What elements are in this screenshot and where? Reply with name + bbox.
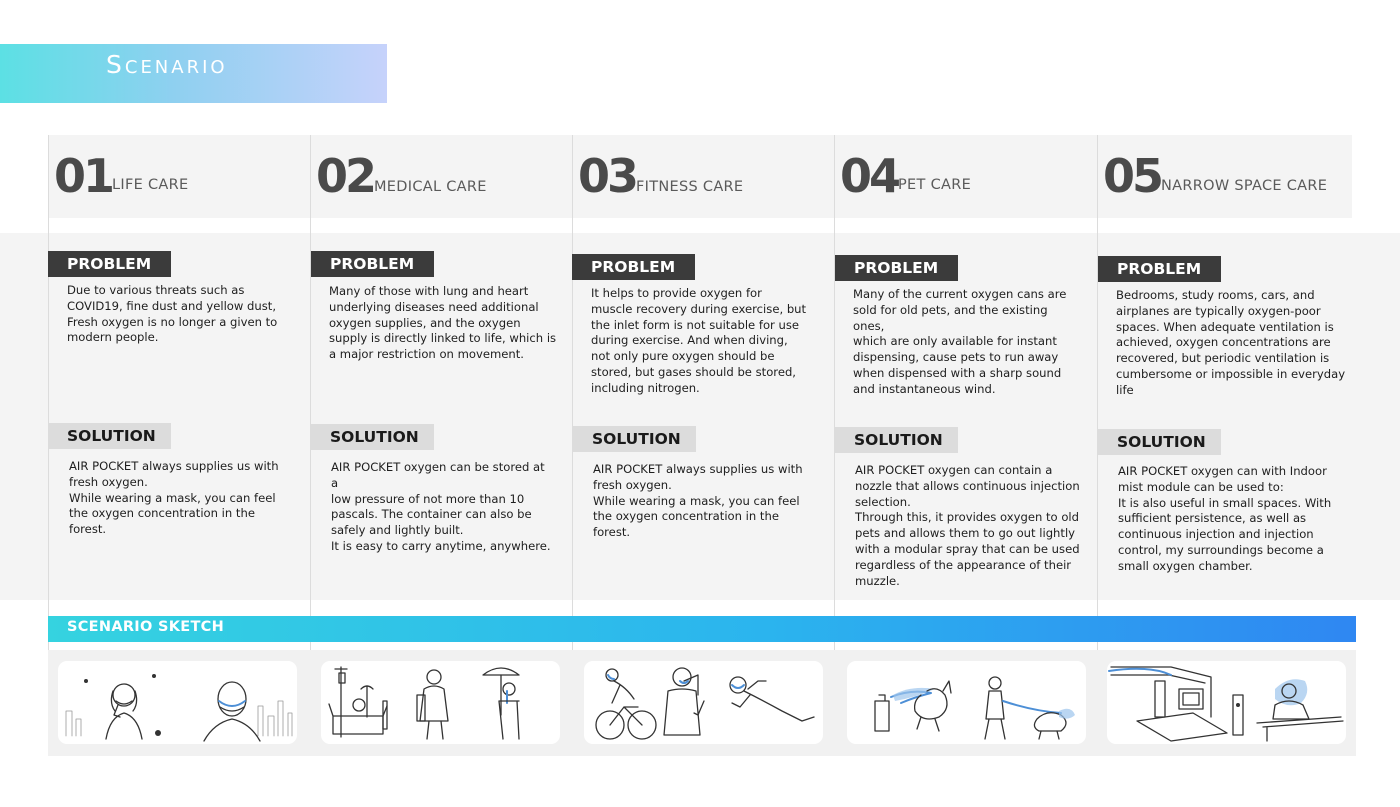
scenario-category: MEDICAL CARE: [374, 179, 487, 195]
scenario-number: 02: [316, 149, 375, 203]
problem-label: PROBLEM: [835, 255, 958, 281]
scenario-category: LIFE CARE: [112, 177, 189, 193]
problem-label: PROBLEM: [311, 251, 434, 277]
scenario-category: FITNESS CARE: [636, 179, 744, 195]
scenario-number: 01: [54, 149, 113, 203]
sketch-pet-care-drawing: [847, 661, 1086, 744]
solution-text: AIR POCKET always supplies us with fresh oxygen. While wearing a mask, you can feel the oxygen concentration in the forest.: [593, 462, 803, 540]
problem-text: Bedrooms, study rooms, cars, and airplanes are typically oxygen-poor spaces. When adequate ventilation is achieved, oxygen concentrations are recovered, but periodic ventilation is cumbersome or impossible in everyday life: [1116, 288, 1346, 397]
solution-label: SOLUTION: [1098, 429, 1221, 455]
page-title: Scenario: [106, 50, 228, 79]
sketch-fitness-care-drawing: [584, 661, 823, 744]
sketch-life-care: [58, 661, 297, 744]
solution-label: SOLUTION: [48, 423, 171, 449]
scenario-number: 05: [1103, 149, 1162, 203]
problem-text: Due to various threats such as COVID19, fine dust and yellow dust, Fresh oxygen is no longer a given to modern people.: [67, 283, 278, 345]
sketch-pet-care: [847, 661, 1086, 744]
scenario-sketch-title: SCENARIO SKETCH: [67, 619, 225, 635]
problem-text: It helps to provide oxygen for muscle recovery during exercise, but the inlet form is not suitable for use during exercise. And when diving, not only pure oxygen should be stored, but gases should be stored, including nitrogen.: [591, 286, 807, 395]
scenario-sketch-bar: [48, 616, 1356, 642]
scenario-category: NARROW SPACE CARE: [1161, 178, 1328, 194]
problem-text: Many of the current oxygen cans are sold for old pets, and the existing ones, which are only available for instant dispensing, cause pets to run away when dispensed with a sharp sound and instantaneous wind.: [853, 287, 1067, 396]
sketch-fitness-care: [584, 661, 823, 744]
scenario-category: PET CARE: [898, 177, 972, 193]
sketch-medical-care: [321, 661, 560, 744]
solution-label: SOLUTION: [573, 426, 696, 452]
problem-label: PROBLEM: [48, 251, 171, 277]
problem-label: PROBLEM: [572, 254, 695, 280]
sketch-medical-care-drawing: [321, 661, 560, 744]
solution-text: AIR POCKET oxygen can contain a nozzle that allows continuous injection selection. Through this, it provides oxygen to old pets and allows them to go out lightly with a modular spray that can be used regardless of the appearance of their muzzle.: [855, 463, 1080, 588]
sketch-narrow-space-care: [1107, 661, 1346, 744]
solution-text: AIR POCKET oxygen can be stored at a low pressure of not more than 10 pascals. The container can also be safely and lightly built. It is easy to carry anytime, anywhere.: [331, 460, 551, 553]
problem-text: Many of those with lung and heart underlying diseases need additional oxygen supplies, and the oxygen supply is directly linked to life, which is a major restriction on movement.: [329, 284, 557, 362]
solution-label: SOLUTION: [311, 424, 434, 450]
scenario-number: 04: [840, 149, 899, 203]
solution-text: AIR POCKET oxygen can with Indoor mist module can be used to: It is also useful in small spaces. With sufficient persistence, as well as continuous injection and injection control, my surroundings become a small oxygen chamber.: [1118, 464, 1332, 573]
scenario-number: 03: [578, 149, 637, 203]
solution-label: SOLUTION: [835, 427, 958, 453]
problem-label: PROBLEM: [1098, 256, 1221, 282]
sketch-life-care-drawing: [58, 661, 297, 744]
sketch-narrow-space-care-drawing: [1107, 661, 1346, 744]
solution-text: AIR POCKET always supplies us with fresh oxygen. While wearing a mask, you can feel the oxygen concentration in the forest.: [69, 459, 279, 537]
